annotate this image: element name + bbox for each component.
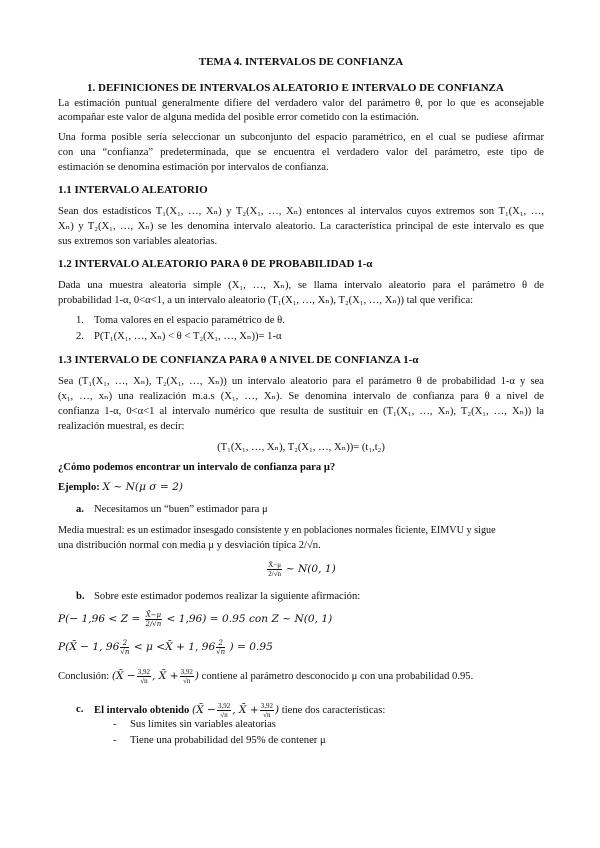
fraction: $\frac{3,92}{√n}$ xyxy=(180,668,193,686)
paragraph-line: sus extremos son variables aleatorias. xyxy=(58,236,218,247)
item-label: c. xyxy=(76,704,84,715)
fraction: $\frac{2}{√n}$ xyxy=(120,638,130,656)
fraction: $\frac{X̄-\mu}{2/√n}$ xyxy=(145,610,162,628)
section-1-3-heading: 1.3 INTERVALO DE CONFIANZA PARA θ A NIVEL DE CONFIANZA 1-α xyxy=(58,354,419,366)
fraction: $\frac{X̄-\mu}{2/√n}$ xyxy=(268,561,282,579)
list-item: P(T₁(X₁, …, Xₙ) < θ < T₂(X₁, …, Xₙ))= 1-α xyxy=(94,331,282,342)
paragraph-line: estimación se denomina estimación por intervalos de confianza. xyxy=(58,162,329,173)
item-text: Sobre este estimador podemos realizar la siguiente afirmación: xyxy=(94,591,361,602)
list-number: 2. xyxy=(76,331,84,342)
section-1-1-heading: 1.1 INTERVALO ALEATORIO xyxy=(58,184,208,196)
conclusion-line: Conclusión: (X̄ − $\frac{3,92}{√n}$ , X̄ + $\frac{3,92}{√n}$ ) contiene al parámetro desconocido μ con una probabilidad 0.95. xyxy=(58,668,474,686)
paragraph-line: Media muestral: es un estimador insesgado consistente y en poblaciones normales ficiente, EIMVU y sigue xyxy=(58,525,496,536)
item-label: a. xyxy=(76,504,84,515)
item-label: b. xyxy=(76,591,85,602)
example-question: ¿Cómo podemos encontrar un intervalo de confianza para μ? xyxy=(58,462,336,473)
formula-probability: P(− 1,96 < Z = $\frac{X̄-\mu}{2/√n}$ < 1,96) = 0.95 con Z ~ N(0, 1) xyxy=(58,610,333,628)
list-item: Sus límites sin variables aleatorias xyxy=(130,719,276,730)
dash-bullet: - xyxy=(113,735,117,746)
paragraph-line: La estimación puntual generalmente difiere del verdadero valor del parámetro θ, por lo que es aconsejable xyxy=(58,98,544,109)
page-title: TEMA 4. INTERVALOS DE CONFIANZA xyxy=(198,56,404,68)
dash-bullet: - xyxy=(113,719,117,730)
fraction: $\frac{3,92}{√n}$ xyxy=(137,668,151,686)
paragraph-line: Sean dos estadísticos T₁(X₁, …, Xₙ) y T₂(X₁, …, Xₙ) entonces al intervalos cuyos extremos son T₁(X₁, …, xyxy=(58,206,544,217)
fraction: $\frac{3,92}{√n}$ xyxy=(260,702,273,720)
example-label: Ejemplo: xyxy=(58,482,100,493)
fraction: $\frac{2}{√n}$ xyxy=(216,638,226,656)
formula-interval: (T₁(X₁, …, Xₙ), T₂(X₁, …, Xₙ))= (t₁,t₂) xyxy=(217,442,385,453)
paragraph-line: una distribución normal con media μ y desviación típica 2/√n. xyxy=(58,540,321,551)
formula-standardized: $\frac{X̄-\mu}{2/√n}$ ~ N(0, 1) xyxy=(268,561,336,579)
paragraph-line: Sea (T₁(X₁, …, Xₙ), T₂(X₁, …, Xₙ)) un intervalo aleatorio para el parámetro θ de probabilidad 1-α y sea xyxy=(58,376,544,387)
fraction: $\frac{3,92}{√n}$ xyxy=(217,702,231,720)
item-text: Necesitamos un “buen” estimador para μ xyxy=(94,504,268,515)
paragraph-line: Xₙ) y T₂(X₁, …, Xₙ) se les denomina intervalo aleatorio. La característica principal de este intervalo es que xyxy=(58,221,544,232)
formula-interval-probability: P(X̄ − 1, 96 $\frac{2}{√n}$ < μ <X̄ + 1, 96 $\frac{2}{√n}$ ) = 0.95 xyxy=(58,638,273,656)
paragraph-line: confianza 1-α, 0<α<1 al intervalo numérico que resulta de sustituir en (T₁(X₁, …, Xₙ), T₂(X₁, …, Xₙ)) la xyxy=(58,406,544,417)
paragraph-line: Dada una muestra aleatoria simple (X₁, …, Xₙ), se llama intervalo aleatorio para el parámetro θ de xyxy=(58,280,544,291)
paragraph-line: acompañar este valor de alguna medida del posible error cometido con la estimación. xyxy=(58,112,419,123)
list-item: Toma valores en el espacio paramétrico de θ. xyxy=(94,315,285,326)
section-1-2-heading: 1.2 INTERVALO ALEATORIO PARA θ DE PROBABILIDAD 1-α xyxy=(58,258,373,270)
distribution-formula: X ~ N(μ σ = 2) xyxy=(102,481,183,493)
paragraph-line: con una “confianza” predeterminada, que se encuentra el verdadero valor del parámetro, este tipo de xyxy=(58,147,544,158)
example-line xyxy=(58,481,544,494)
paragraph-line: realización muestral, es decir: xyxy=(58,421,185,432)
list-number: 1. xyxy=(76,315,84,326)
list-item: Tiene una probabilidad del 95% de contener μ xyxy=(130,735,326,746)
paragraph-line: (x₁, …, xₙ) una realización m.a.s (X₁, …, Xₙ). Se denomina intervalo de confianza para θ a nivel de xyxy=(58,391,544,402)
paragraph-line: probabilidad 1-α, 0<α<1, a un intervalo aleatorio (T₁(X₁, …, Xₙ), T₂(X₁, …, Xₙ)) tal que verifica: xyxy=(58,295,474,306)
section-1-heading: 1. DEFINICIONES DE INTERVALOS ALEATORIO E INTERVALO DE CONFIANZA xyxy=(87,82,504,94)
item-c-line: El intervalo obtenido (X̄ − $\frac{3,92}{√n}$ , X̄ + $\frac{3,92}{√n}$ ) tiene dos características: xyxy=(94,702,386,720)
paragraph-line: Una forma posible sería seleccionar un subconjunto del espacio paramétrico, en el cual se pudiese afirmar xyxy=(58,132,544,143)
